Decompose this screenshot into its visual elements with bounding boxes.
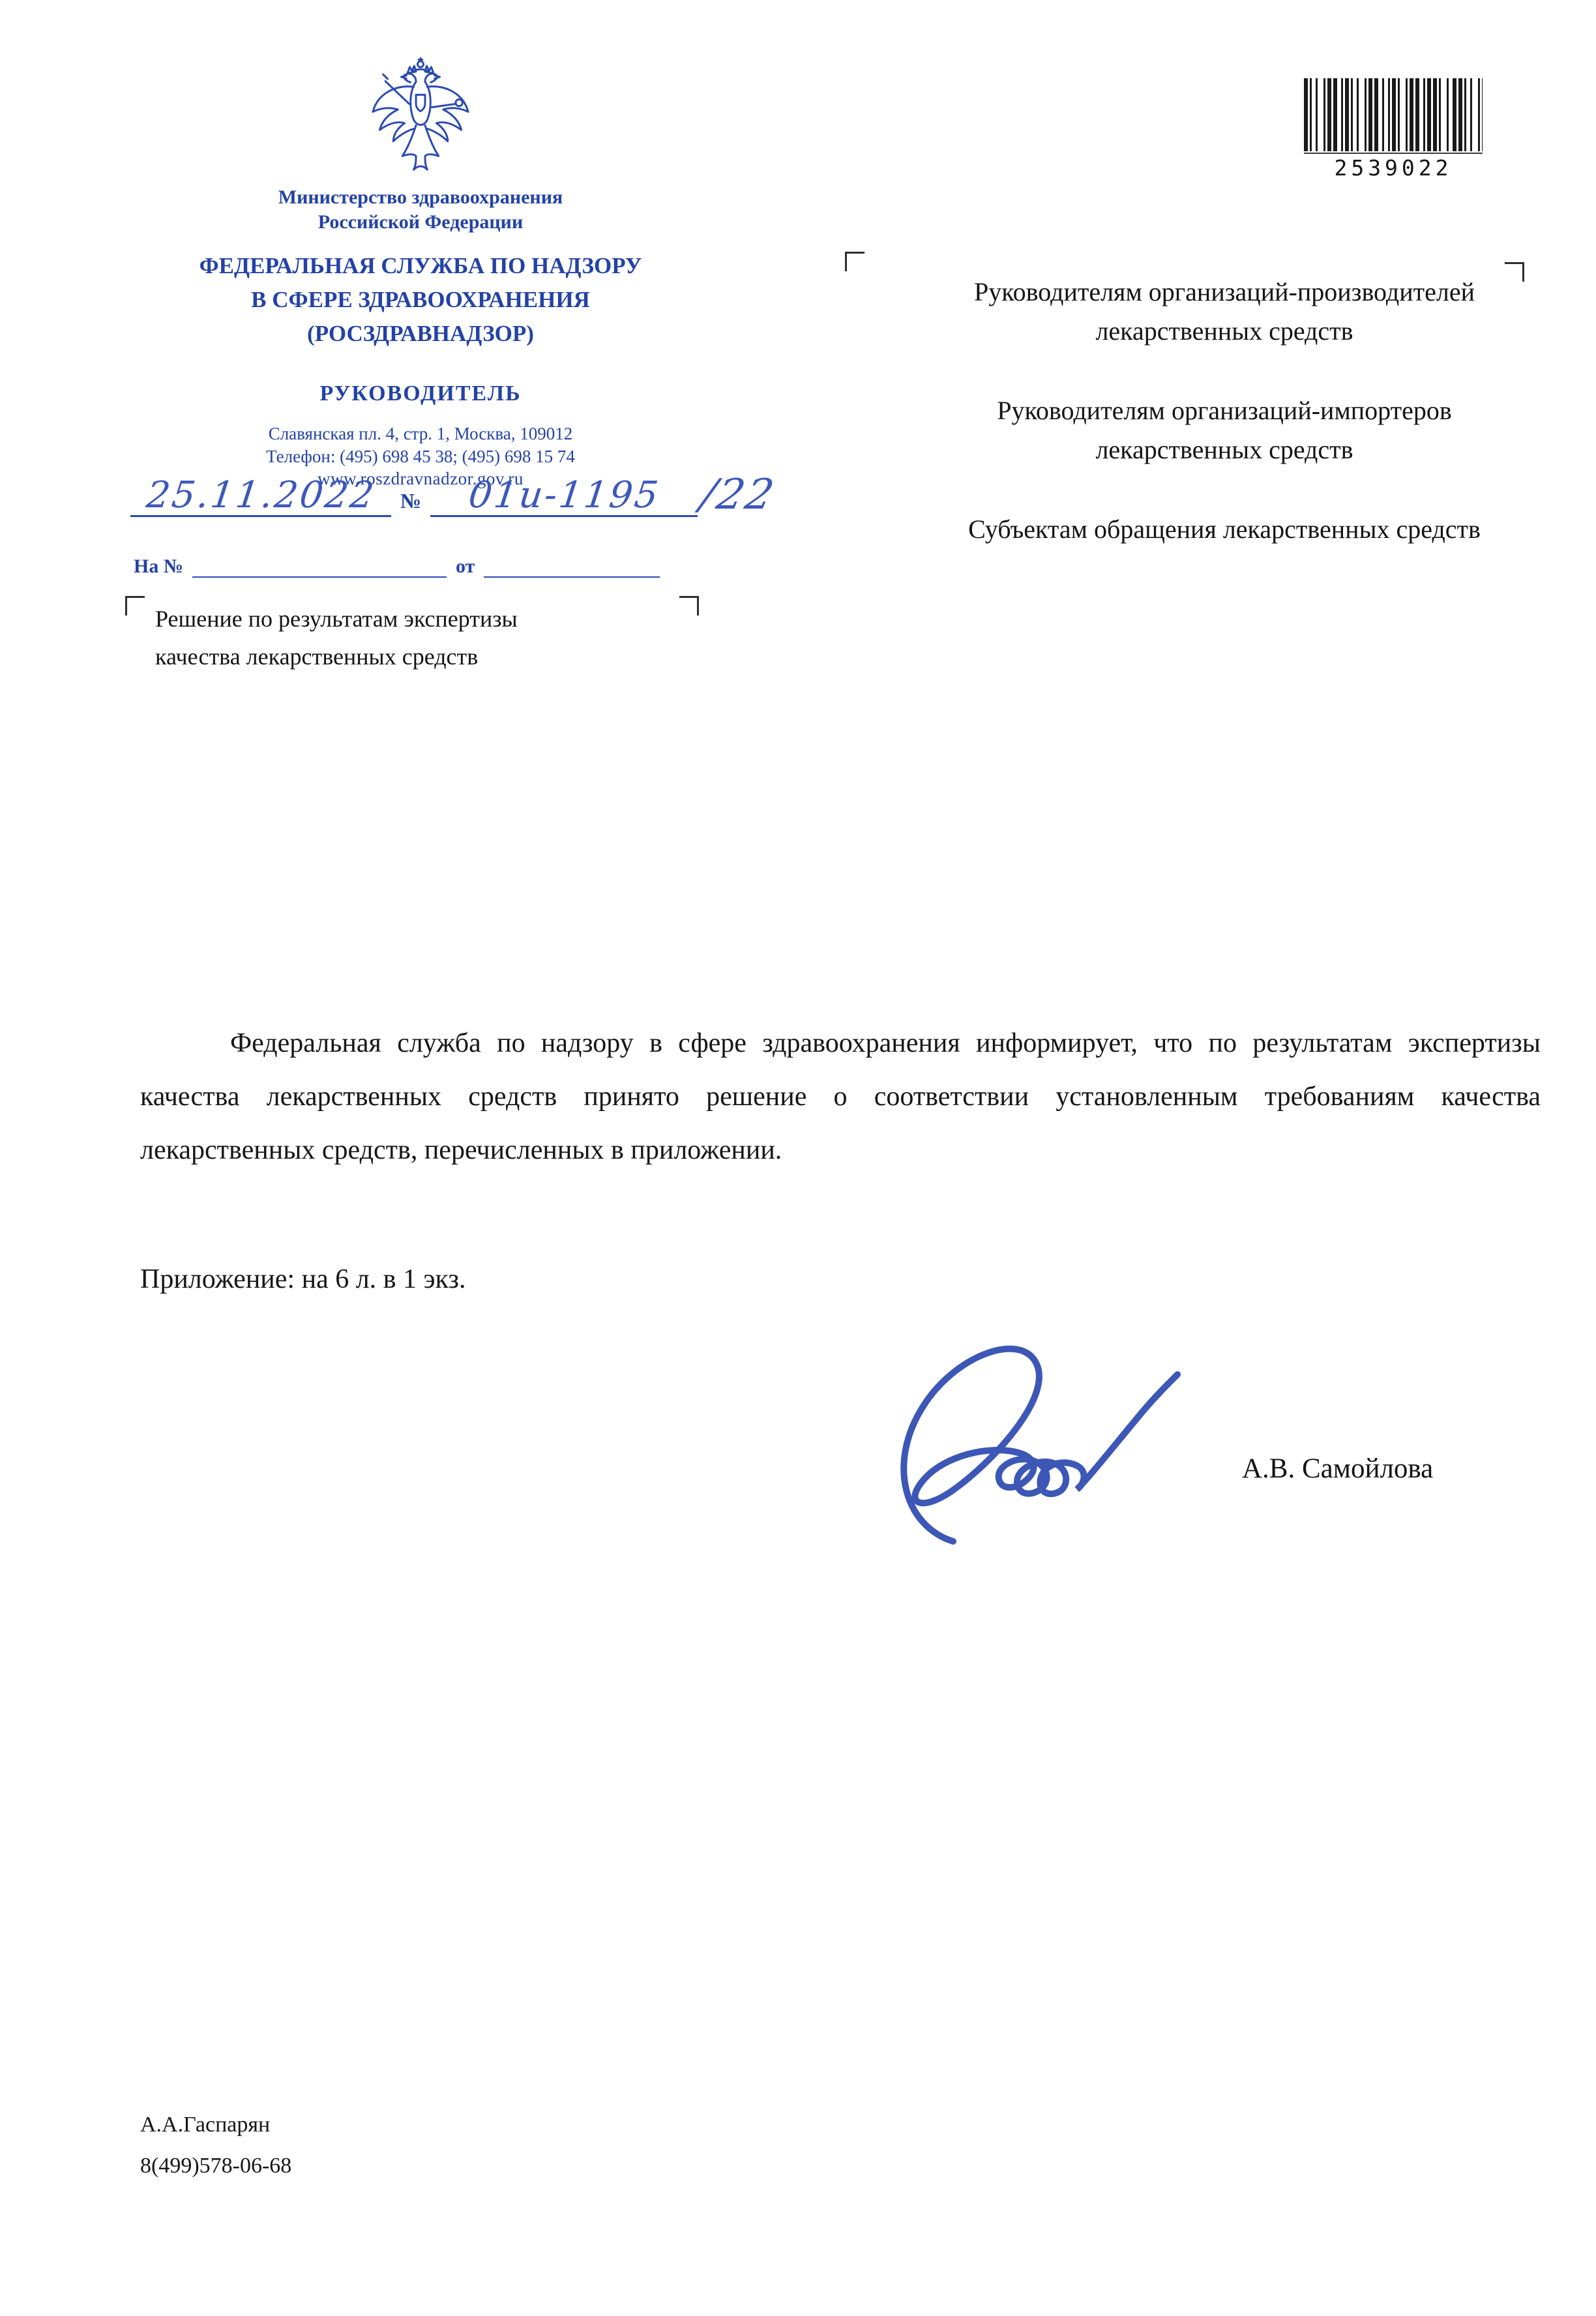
signature-scribble (867, 1309, 1245, 1557)
addressee-block (931, 273, 1518, 589)
ref-from-blank-line (484, 556, 660, 578)
coat-of-arms-icon (362, 57, 479, 188)
handwritten-number: 01и-1195 (466, 474, 662, 517)
ministry-line: Российской Федерации (318, 211, 524, 233)
service-line: В СФЕРЕ ЗДРАВООХРАНЕНИЯ (251, 286, 590, 312)
barcode (1304, 78, 1483, 181)
subject-block (155, 600, 696, 676)
service-name (95, 249, 746, 350)
document-number-row (130, 473, 821, 517)
ref-from-label: от (455, 556, 475, 577)
ref-label: На № (134, 556, 183, 577)
ministry-name (95, 185, 746, 235)
executor-phone: 8(499)578-06-68 (140, 2153, 292, 2178)
service-line: ФЕДЕРАЛЬНАЯ СЛУЖБА ПО НАДЗОРУ (199, 253, 642, 278)
executor-block (140, 2105, 291, 2187)
addressee-corner-mark-left (845, 252, 864, 271)
website-line: www.roszdravnadzor.gov.ru (318, 469, 524, 489)
executor-name: А.А.Гаспарян (140, 2113, 271, 2137)
date-line (130, 474, 391, 517)
subject-corner-mark-left (125, 596, 145, 616)
service-line: (РОСЗДРАВНАДЗОР) (307, 320, 534, 346)
number-line (430, 474, 698, 517)
reference-row (134, 556, 669, 578)
handwritten-date: 25.11.2022 (143, 474, 378, 517)
signer-name: А.В. Самойлова (1242, 1453, 1434, 1484)
addressee-item: Руководителям организаций-импортеров лекарственных средств (997, 396, 1452, 464)
handwritten-number-suffix: /22 (696, 471, 780, 519)
subject-line: Решение по результатам экспертизы (155, 606, 518, 632)
barcode-number: 2539022 (1334, 155, 1453, 181)
barcode-bars (1304, 78, 1483, 151)
ministry-line: Министерство здравоохранения (278, 186, 563, 208)
subject-line: качества лекарственных средств (155, 644, 479, 670)
barcode-rule (1304, 153, 1483, 154)
phone-line: Телефон: (495) 698 45 38; (495) 698 15 74 (266, 446, 575, 466)
position-title: РУКОВОДИТЕЛЬ (319, 381, 522, 406)
body-paragraph: Федеральная служба по надзору в сфере здравоохранения информирует, что по результатам экспертизы качества лекарственных средств принято решение о соответствии установленным требованиям качества лекарственных средств, перечисленных в приложении. (140, 1028, 1541, 1165)
address-line: Славянская пл. 4, стр. 1, Москва, 109012 (268, 424, 573, 443)
addressee-item: Руководителям организаций-производителей лекарственных средств (973, 277, 1475, 346)
ref-blank-line (192, 556, 447, 578)
addressee-item: Субъектам обращения лекарственных средств (968, 514, 1481, 544)
number-sign: № (400, 489, 422, 513)
attachment-line: Приложение: на 6 л. в 1 экз. (140, 1264, 466, 1294)
